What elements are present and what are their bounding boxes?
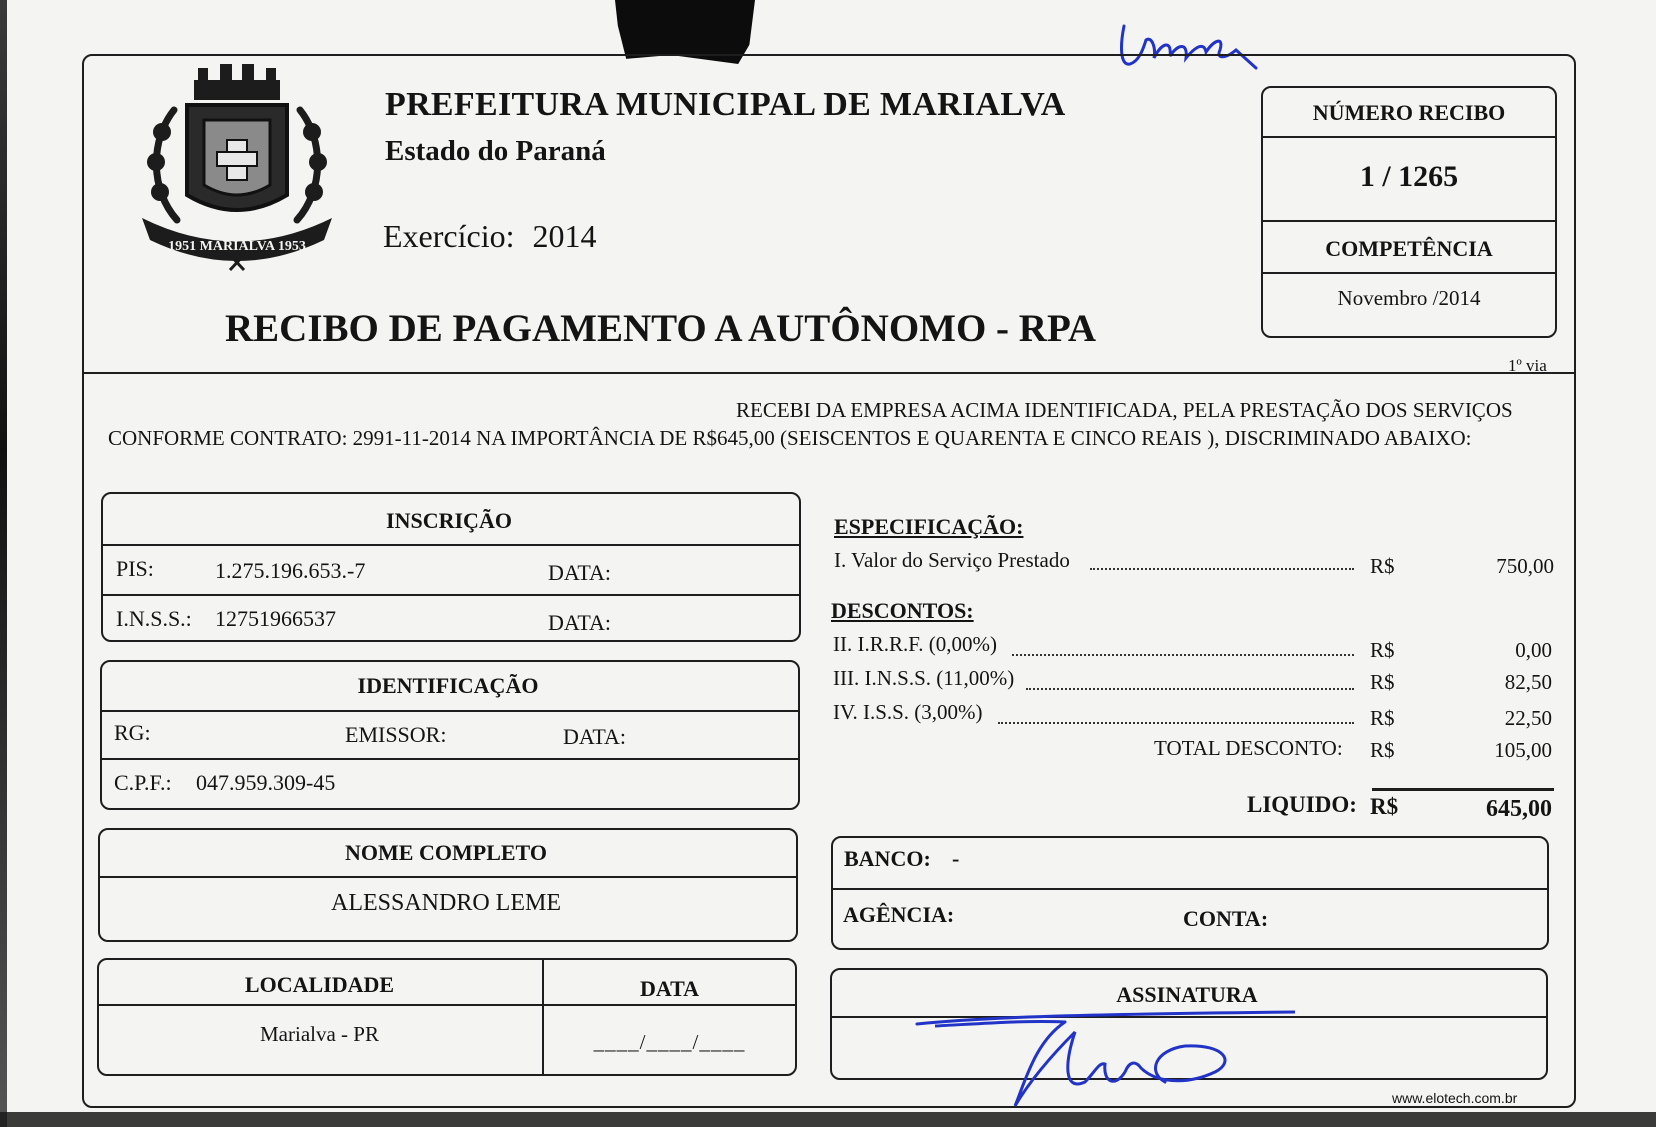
receipt-number-value: 1 / 1265 [1359, 160, 1459, 193]
service-label: I. Valor do Serviço Prestado [834, 548, 1070, 572]
iss-label: IV. I.S.S. (3,00%) [833, 700, 983, 724]
page-title: RECIBO DE PAGAMENTO A AUTÔNOMO - RPA [225, 307, 1097, 350]
leader-dots [1012, 654, 1354, 656]
descontos-header: DESCONTOS: [831, 598, 974, 623]
leader-dots [1026, 688, 1354, 690]
divider [1261, 220, 1555, 222]
assinatura-header: ASSINATURA [1116, 982, 1258, 1007]
identificacao-header: IDENTIFICAÇÃO [357, 673, 539, 698]
divider [831, 888, 1547, 890]
inscricao-header: INSCRIÇÃO [386, 508, 512, 533]
pis-label: PIS: [116, 556, 154, 581]
statement-line-2: CONFORME CONTRATO: 2991-11-2014 NA IMPORTÂNCIA DE R$645,00 (SEISCENTOS E QUARENTA E CINCO REAIS ), DISCRIMINADO ABAIXO: [108, 426, 1472, 450]
net-label: LIQUIDO: [1247, 792, 1357, 817]
competence-label: COMPETÊNCIA [1325, 236, 1493, 261]
footer-website[interactable]: www.elotech.com.br [1392, 1090, 1518, 1106]
banco-box [831, 836, 1549, 950]
scan-bottom-edge [0, 1112, 1656, 1127]
bank-label: BANCO: [844, 846, 931, 871]
rg-label: RG: [114, 720, 151, 745]
localidade-header: LOCALIDADE [244, 972, 395, 997]
inss-discount-value: 82,50 [1504, 670, 1552, 694]
header-divider [84, 372, 1574, 374]
currency: R$ [1370, 794, 1399, 819]
fiscal-year-label: Exercício: [383, 218, 515, 254]
currency: R$ [1370, 706, 1395, 730]
state-name: Estado do Paraná [385, 135, 606, 167]
inss-date-label: DATA: [548, 610, 612, 635]
divider [101, 544, 799, 546]
pis-date-label: DATA: [548, 560, 612, 585]
divider [101, 594, 799, 596]
irrf-value: 0,00 [1515, 638, 1552, 662]
nome-header: NOME COMPLETO [345, 840, 547, 865]
agency-label: AGÊNCIA: [843, 902, 955, 927]
full-name: ALESSANDRO LEME [330, 890, 561, 916]
inss-value: 12751966537 [215, 606, 336, 631]
pis-value: 1.275.196.653.-7 [215, 558, 366, 583]
divider [1261, 136, 1555, 138]
date-blank: ____/____/____ [593, 1030, 746, 1054]
competence-value: Novembro /2014 [1337, 286, 1481, 310]
account-label: CONTA: [1183, 906, 1269, 931]
total-rule [1372, 788, 1554, 791]
inss-label: I.N.S.S.: [116, 606, 192, 631]
cpf-value: 047.959.309-45 [196, 770, 336, 795]
currency: R$ [1370, 738, 1395, 762]
data-header: DATA [639, 976, 700, 1001]
leader-dots [998, 722, 1354, 724]
identificacao-date-label: DATA: [563, 724, 627, 749]
scan-edge [0, 0, 7, 1127]
signature-icon [915, 1002, 1295, 1110]
iss-value: 22,50 [1504, 706, 1552, 730]
currency: R$ [1370, 670, 1395, 694]
statement-line-1: RECEBI DA EMPRESA ACIMA IDENTIFICADA, PELA PRESTAÇÃO DOS SERVIÇOS [736, 398, 1513, 422]
inss-discount-label: III. I.N.S.S. (11,00%) [833, 666, 1015, 690]
irrf-label: II. I.R.R.F. (0,00%) [833, 632, 997, 656]
total-discount-label: TOTAL DESCONTO: [1154, 736, 1343, 760]
localidade-value: Marialva - PR [260, 1022, 379, 1046]
service-value: 750,00 [1496, 554, 1554, 578]
divider [100, 758, 798, 760]
divider [100, 710, 798, 712]
divider [97, 1004, 795, 1006]
fiscal-year-value: 2014 [532, 218, 597, 254]
copy-label: 1º via [1508, 356, 1547, 375]
net-value: 645,00 [1486, 796, 1552, 822]
emissor-label: EMISSOR: [345, 722, 447, 747]
total-discount-value: 105,00 [1494, 738, 1552, 762]
divider [98, 876, 796, 878]
leader-dots [1090, 568, 1354, 570]
currency: R$ [1370, 638, 1395, 662]
receipt-number-label: NÚMERO RECIBO [1312, 100, 1506, 125]
fiscal-year [383, 218, 596, 255]
municipal-crest-icon [132, 60, 342, 275]
bank-value: - [952, 846, 960, 871]
divider [1261, 272, 1555, 274]
especificacao-header: ESPECIFICAÇÃO: [834, 514, 1024, 539]
currency: R$ [1370, 554, 1395, 578]
crest-banner-text: 1951 MARIALVA 1953 [168, 239, 306, 254]
cpf-label: C.P.F.: [114, 770, 172, 795]
municipality-name: PREFEITURA MUNICIPAL DE MARIALVA [385, 86, 1066, 123]
